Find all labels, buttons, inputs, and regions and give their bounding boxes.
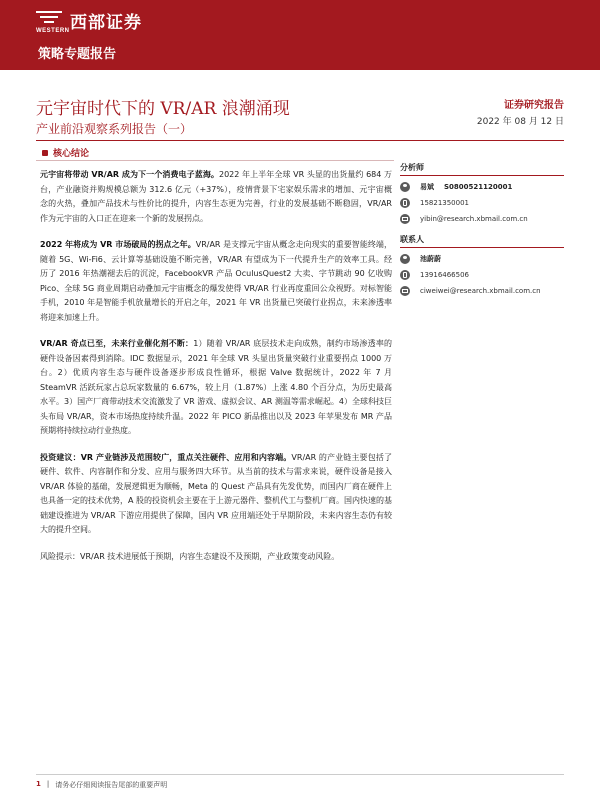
company-name: 西部证券	[70, 12, 142, 33]
analyst-phone: 15821350001	[420, 199, 469, 207]
analyst-heading: 分析师	[400, 160, 564, 176]
report-date: 2022 年 08 月 12 日	[476, 117, 564, 127]
mail-icon	[400, 286, 410, 296]
analyst-phone-row	[400, 198, 564, 208]
paragraph-body: VR/AR 的产业链主要包括了硬件、软件、内容制作和分发、应用与服务四大环节。从当前的技术与需求来说，硬件设备是接入 VR/AR 体验的基础，发展逻辑更为顺畅，Meta 的 Quest 产品具有先发优势，而国内厂商在硬件上也具备一定的技术优势，A 股的投资机会主要在于上游元器件、整机代工与整机厂商。国内快速的基础建设推进为 VR/AR 下游应用提供了保障，国内 VR 应用端还处于早期阶段，未来内容生态仍有较大的提升空间。	[40, 452, 393, 534]
risk-warning: 风险提示：VR/AR 技术进展低于预期，内容生态建设不及预期，产业政策变动风险。	[40, 551, 340, 561]
paragraph	[40, 451, 392, 538]
section-divider	[36, 160, 394, 161]
section-heading-text: 核心结论	[53, 149, 90, 159]
phone-icon	[400, 198, 410, 208]
bullet-icon	[42, 150, 48, 156]
contact-phone-row	[400, 270, 564, 280]
header-banner	[0, 0, 600, 70]
paragraph	[40, 337, 392, 439]
contact-phone: 13916466506	[420, 271, 469, 279]
user-icon	[400, 254, 410, 264]
footer-note: 请务必仔细阅读报告尾部的重要声明	[55, 781, 168, 789]
paragraph-lead: 元宇宙将带动 VR/AR 成为下一个消费电子蓝海。	[40, 170, 219, 179]
user-icon	[400, 182, 410, 192]
main-content	[40, 168, 392, 576]
footer-divider	[36, 774, 564, 775]
analyst-name: 易斌	[420, 183, 434, 191]
section-heading	[42, 146, 89, 159]
paragraph	[40, 550, 392, 565]
paragraph	[40, 238, 392, 325]
paragraph-body: VR/AR 是支撑元宇宙从概念走向现实的重要智能终端，随着 5G、Wi-Fi6、云计算等基础设施不断完善，VR/AR 有望成为下一代提升生产的效率工具。经历了 2016 年热潮褪去后的沉淀，FacebookVR 产品 OculusQuest2 大卖、字节跳动 90 亿收购 Pico、全球 5G 商业周期启动叠加元宇宙概念的爆发使得 VR/AR 行业再度重回公众视野。对标智能手机，2010 年是智能手机放量增长的开启之年，2021 年 VR 出货量已突破行业拐点，未来渗透率将迎来加速上升。	[40, 240, 392, 322]
footer-separator: |	[46, 780, 50, 788]
paragraph-lead: 2022 年将成为 VR 市场破局的拐点之年。	[40, 240, 196, 249]
page-number: 1	[36, 780, 41, 788]
report-category: 证券研究报告	[504, 100, 564, 111]
paragraph-body: 1）随着 VR/AR 底层技术走向成熟，制约市场渗透率的硬件设备因素得到消除。IDC 数据显示，2021 年全球 VR 头显出货量突破行业重要拐点 1000 万台。2）优质内容生态与硬件设备逐步形成良性循环，根据 Valve 数据统计，2022 年 7 月 SteamVR 活跃玩家占总玩家数量的 6.67%，较上月（1.87%）上涨 4.80 个百分点，为历史最高水平。3）国产厂商带动技术交流激发了 VR 游戏、虚拟会议、AR 测温等需求崛起。4）全球科技巨头布局 VR/AR，资本市场热度持续升温。2022 年 PICO 新品推出以及 2023 年苹果发布 MR 产品预期将持续拉动行业热度。	[40, 339, 392, 435]
report-title: 元宇宙时代下的 VR/AR 浪潮涌现	[36, 99, 290, 119]
analyst-email-row	[400, 214, 564, 224]
contact-info	[400, 254, 564, 264]
paragraph-lead: VR/AR 奇点已至，未来行业催化剂不断：	[40, 339, 194, 348]
mail-icon	[400, 214, 410, 224]
contact-heading: 联系人	[400, 232, 564, 248]
paragraph-lead: 投资建议：VR 产业链涉及范围较广，重点关注硬件、应用和内容端。	[40, 452, 292, 462]
sidebar	[400, 160, 564, 302]
paragraph	[40, 168, 392, 226]
contact-email[interactable]: ciweiwei@research.xbmail.com.cn	[420, 287, 541, 295]
title-divider	[36, 140, 564, 141]
contact-email-row	[400, 286, 564, 296]
analyst-info	[400, 182, 564, 192]
footer	[36, 780, 167, 790]
report-subtitle: 产业前沿观察系列报告（一）	[36, 122, 193, 136]
analyst-email[interactable]: yibin@research.xbmail.com.cn	[420, 215, 528, 223]
phone-icon	[400, 270, 410, 280]
analyst-cert: S0800521120001	[444, 183, 513, 191]
paragraph-body: 2022 年上半年全球 VR 头显的出货量约 684 万台，产业融资并购规模总额为 312.6 亿元（+37%），疫情背景下宅家娱乐需求的增加、元宇宙概念的火热，叠加产品技术与性价比的提升，内容生态更为完善，行业的发展基础不断稳固，VR/AR 作为元宇宙的入口正在迎来一个新的发展拐点。	[40, 170, 392, 223]
report-type: 策略专题报告	[38, 47, 117, 62]
contact-name: 池蔚蔚	[420, 255, 441, 263]
company-name-en: WESTERN	[36, 28, 70, 34]
